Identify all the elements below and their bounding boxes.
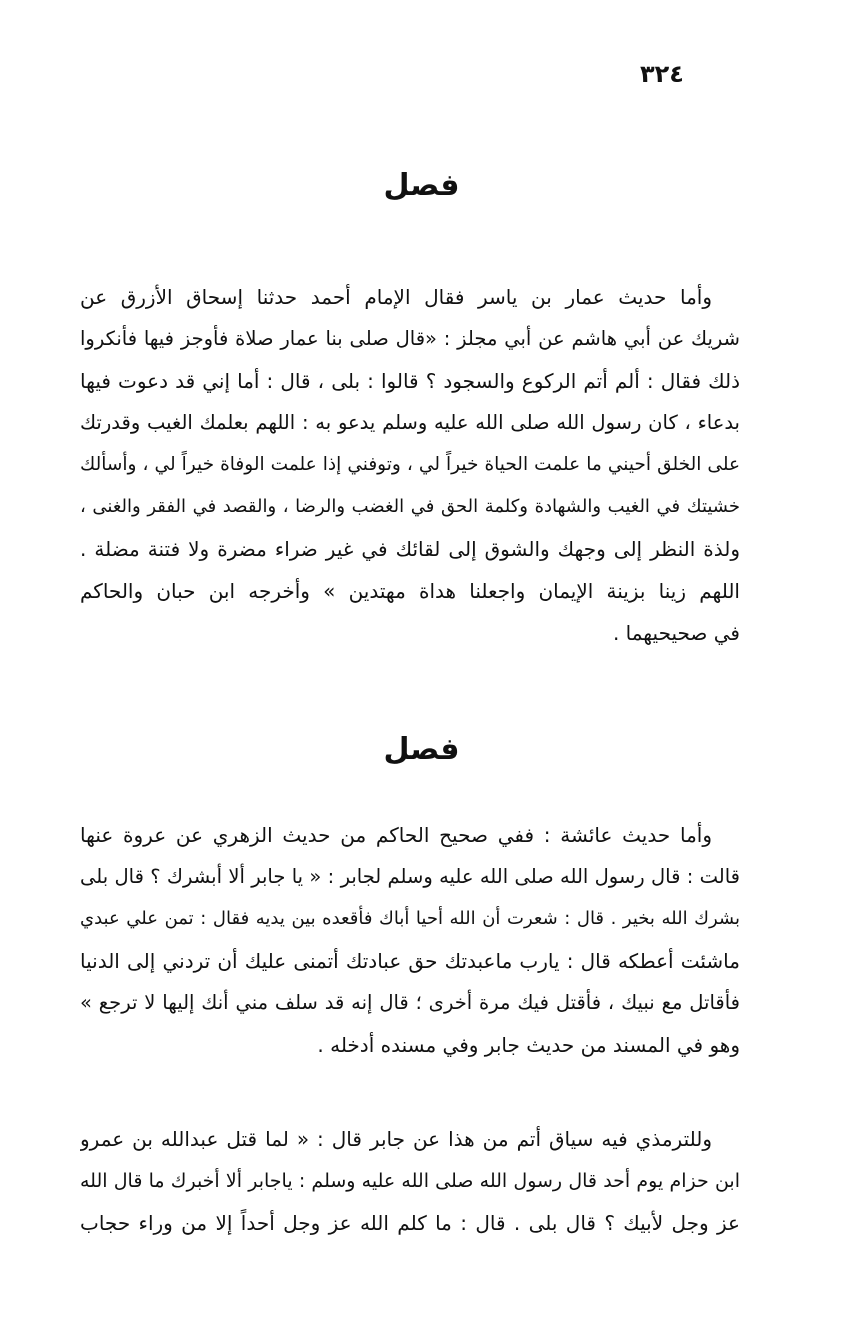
text-line: وللترمذي فيه سياق أتم من هذا عن جابر قال : « لما قتل عبدالله بن عمرو bbox=[80, 1127, 712, 1151]
text-line: اللهم زينا بزينة الإيمان واجعلنا هداة مهتدين » وأخرجه ابن حبان والحاكم bbox=[80, 579, 740, 603]
section-2-body bbox=[80, 814, 740, 1066]
section-title-2: فصل bbox=[383, 732, 460, 767]
section-3-body bbox=[80, 1118, 740, 1244]
text-line: وأما حديث عائشة : ففي صحيح الحاكم من حديث الزهري عن عروة عنها bbox=[80, 823, 712, 847]
text-line: عز وجل لأبيك ؟ قال بلى . قال : ما كلم الله عز وجل أحداً إلا من وراء حجاب bbox=[80, 1211, 740, 1235]
text-line: ذلك فقال : ألم أتم الركوع والسجود ؟ قالوا : بلى ، قال : أما إني قد دعوت فيها bbox=[80, 369, 740, 393]
text-line: ماشئت أعطكه قال : يارب ماعبدتك حق عبادتك أتمنى عليك أن تردني إلى الدنيا bbox=[80, 949, 740, 973]
text-line: في صحيحيهما . bbox=[612, 621, 740, 645]
text-line: بشرك الله بخير . قال : شعرت أن الله أحيا أباك فأقعده بين يديه فقال : تمن علي عبدي bbox=[80, 908, 740, 929]
text-line: فأقاتل مع نبيك ، فأقتل فيك مرة أخرى ؛ قال إنه قد سلف مني أنك إليها لا ترجع » bbox=[80, 991, 740, 1014]
text-line: خشيتك في الغيب والشهادة وكلمة الحق في الغضب والرضا ، والقصد في الفقر والغنى ، bbox=[80, 496, 740, 517]
text-line: على الخلق أحيني ما علمت الحياة خيراً لي ، وتوفني إذا علمت الوفاة خيراً لي ، وأسألك bbox=[80, 454, 740, 475]
text-line: قالت : قال رسول الله صلى الله عليه وسلم لجابر : « يا جابر ألا أبشرك ؟ قال بلى bbox=[80, 865, 740, 888]
page-number: ٣٢٤ bbox=[640, 60, 684, 88]
text-line: وهو في المسند من حديث جابر وفي مسنده أدخله . bbox=[317, 1033, 740, 1057]
text-line: ابن حزام يوم أحد قال رسول الله صلى الله عليه وسلم : ياجابر ألا أخبرك ما قال الله bbox=[80, 1170, 740, 1192]
text-line: وأما حديث عمار بن ياسر فقال الإمام أحمد حدثنا إسحاق الأزرق عن bbox=[80, 285, 712, 309]
text-line: بدعاء ، كان رسول الله صلى الله عليه وسلم يدعو به : اللهم بعلمك الغيب وقدرتك bbox=[80, 411, 740, 434]
text-line: شريك عن أبي هاشم عن أبي مجلز : «قال صلى بنا عمار صلاة فأوجز فيها فأنكروا bbox=[80, 327, 740, 350]
text-line: ولذة النظر إلى وجهك والشوق إلى لقائك في غير ضراء مضرة ولا فتنة مضلة . bbox=[80, 537, 740, 561]
section-1-body bbox=[80, 276, 740, 654]
section-title-1: فصل bbox=[383, 168, 460, 203]
